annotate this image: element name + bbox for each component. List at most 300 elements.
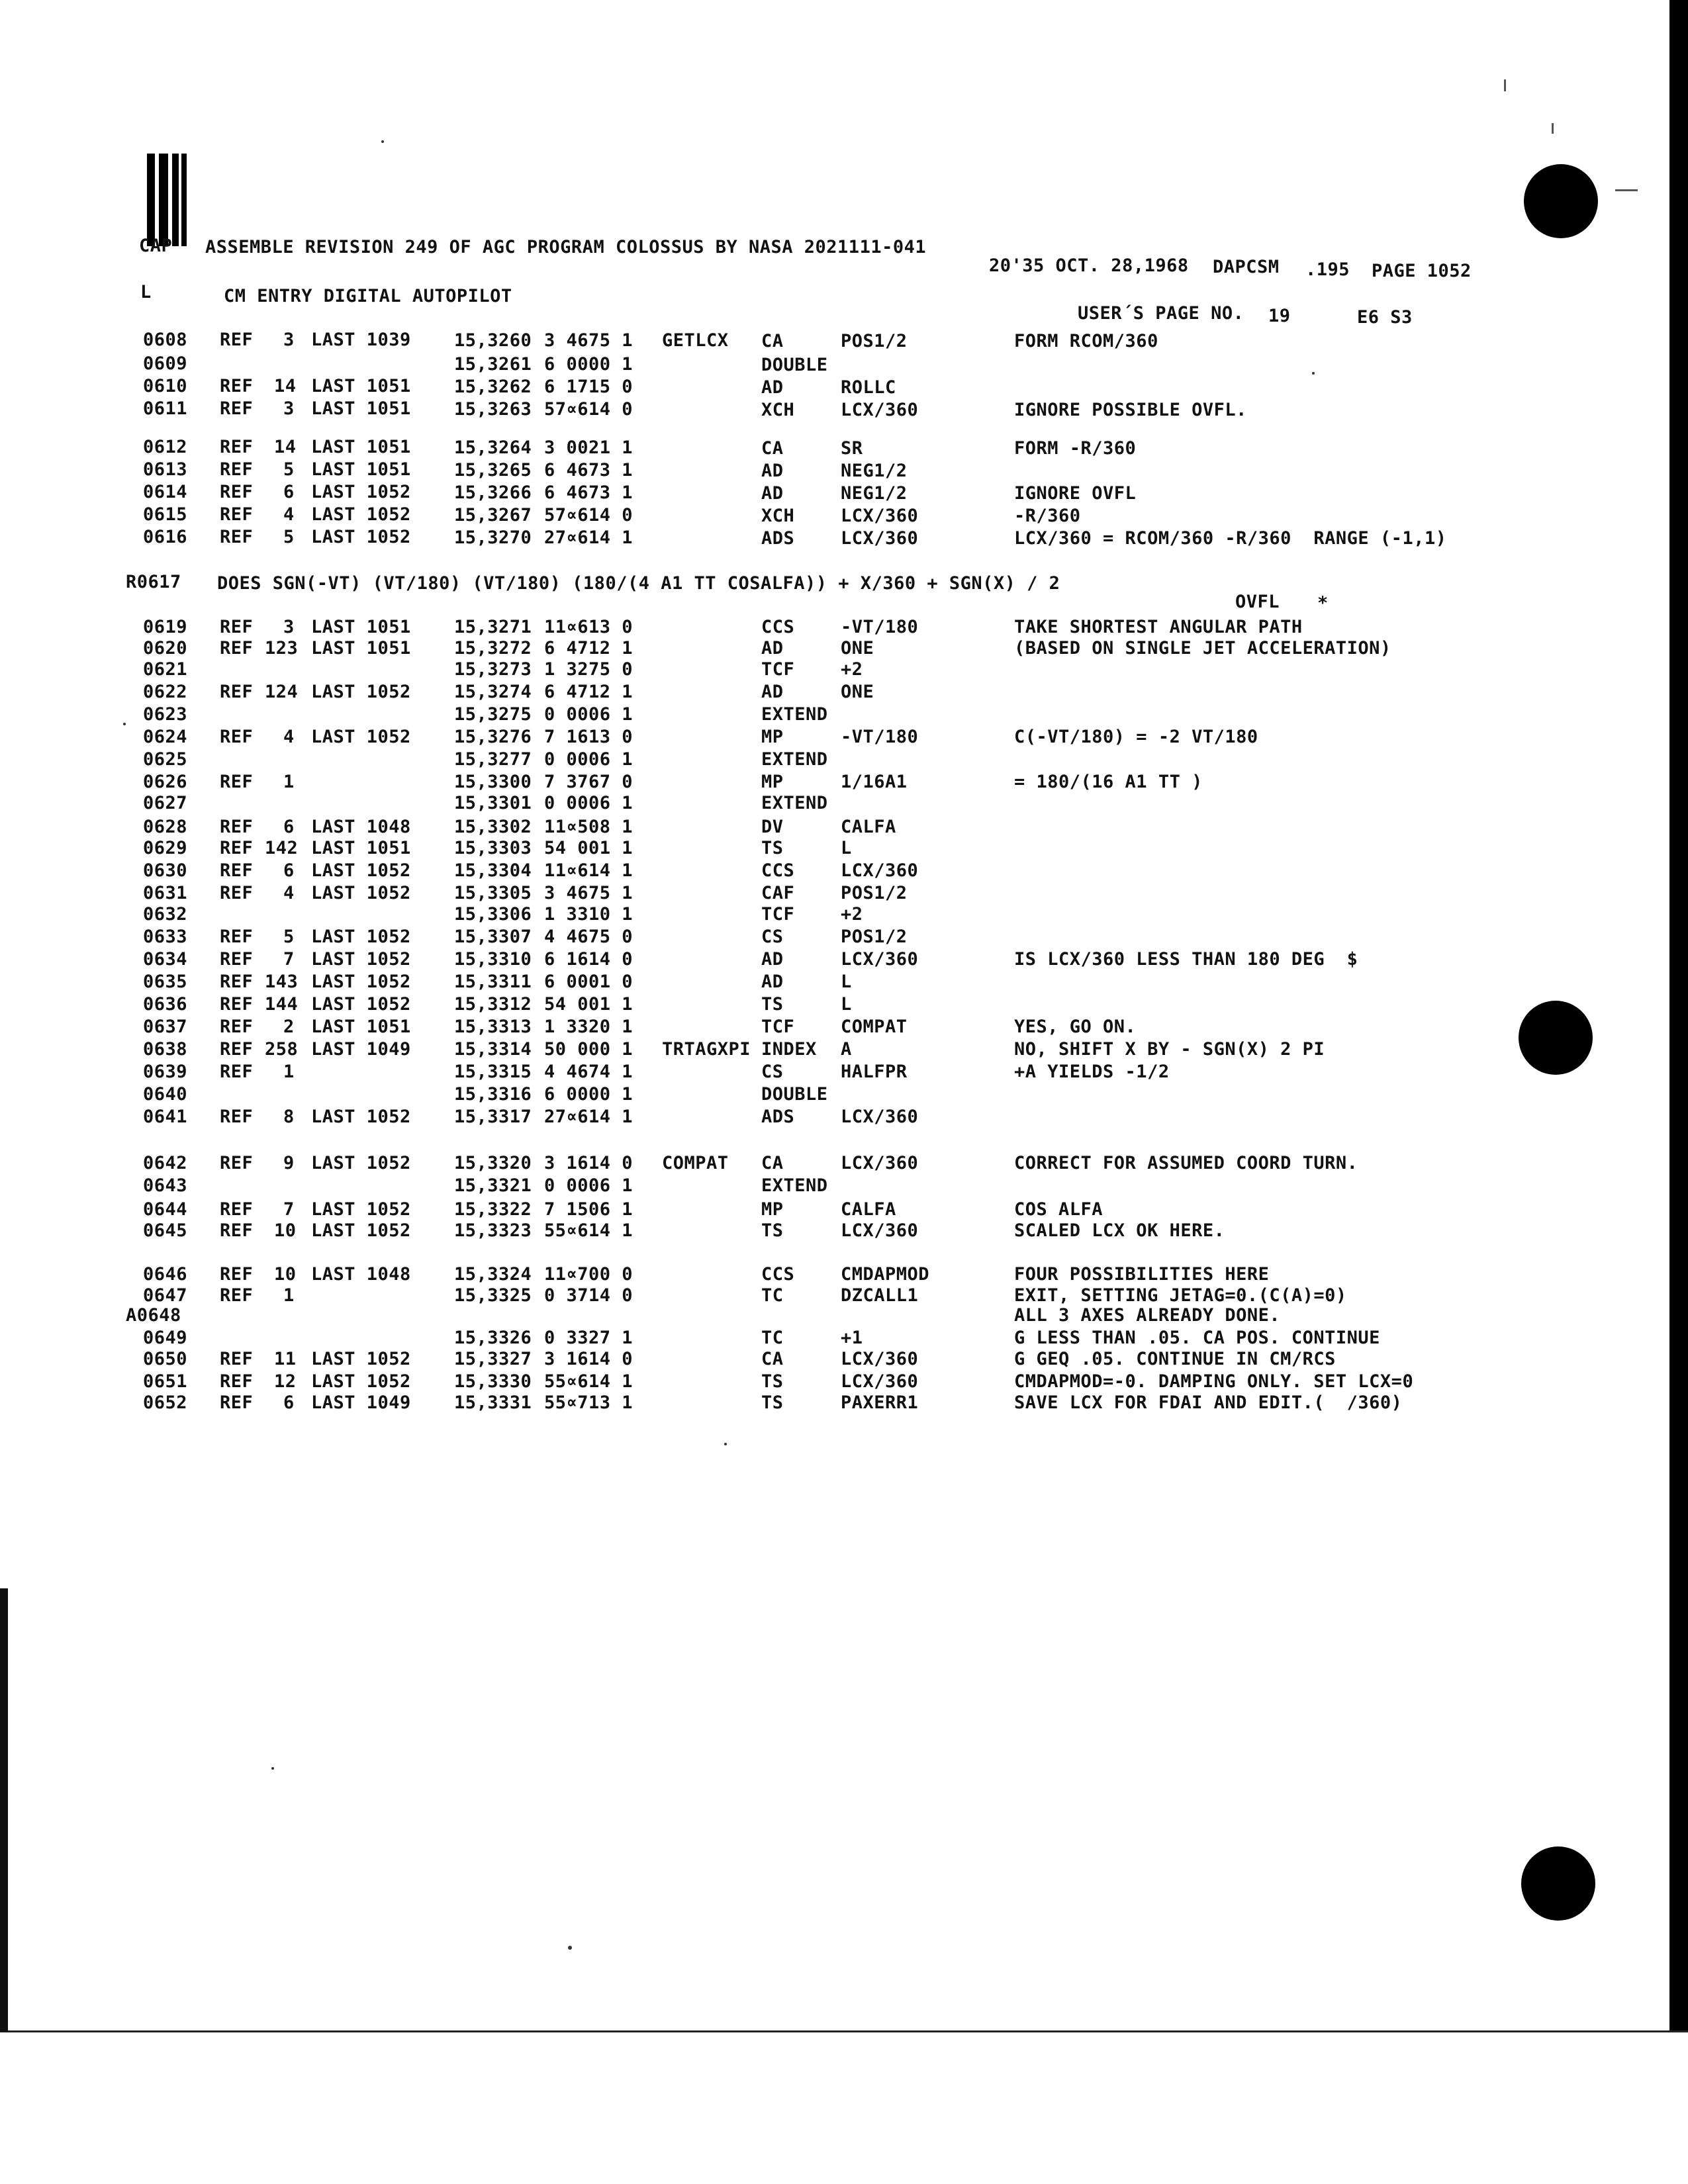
line-number: 0643 [143,1175,188,1196]
last-page-ref: LAST 1052 [311,504,411,525]
operand: POS1/2 [841,927,908,947]
scan-edge-left [0,1588,8,2032]
octal-word: 1 3310 1 [544,904,633,925]
octal-word: 11∝700 0 [544,1264,633,1285]
octal-word: 3 4675 1 [544,330,633,351]
ref-keyword: REF [220,1220,254,1241]
line-number: 0629 [143,838,188,858]
octal-word: 6 4673 1 [544,482,633,503]
ref-keyword: REF [220,1285,254,1306]
last-page-ref: LAST 1052 [311,949,411,970]
line-number: 0619 [143,617,188,637]
comment: NO, SHIFT X BY - SGN(X) 2 PI [1014,1039,1325,1060]
last-page-ref: LAST 1048 [311,817,411,837]
operand: LCX/360 [841,528,919,549]
operand: LCX/360 [841,1153,919,1173]
comment: FORM RCOM/360 [1014,331,1158,351]
opcode: CA [761,1349,784,1369]
speck [568,1946,572,1950]
line-number: 0628 [143,817,188,837]
opcode: CAF [761,883,795,903]
line-number: 0632 [143,904,188,925]
last-page-ref: LAST 1051 [311,1017,411,1037]
octal-word: 55∝614 1 [544,1220,633,1241]
memory-address: 15,3315 [454,1062,532,1082]
last-page-ref: LAST 1052 [311,482,411,502]
octal-word: 11∝613 0 [544,617,633,637]
ref-keyword: REF [220,817,254,837]
ref-count: 11 [274,1349,297,1369]
ref-keyword: REF [220,330,254,350]
memory-address: 15,3267 [454,505,532,525]
line-number: 0611 [143,398,188,419]
comment: IGNORE OVFL [1014,483,1137,504]
line-number: 0627 [143,793,188,813]
ref-count: 1 [283,772,295,792]
ref-keyword: REF [220,1017,254,1037]
assembly-title: ASSEMBLE REVISION 249 OF AGC PROGRAM COLOSSUS BY NASA 2021111-041 [205,237,927,257]
ref-count: 9 [283,1153,295,1173]
operand: L [841,994,852,1015]
opcode: DV [761,817,784,837]
punch-hole-middle [1519,1001,1593,1075]
ref-keyword: REF [220,376,254,396]
opcode: AD [761,682,784,702]
operand: -VT/180 [841,617,919,637]
ref-count: 14 [274,437,297,457]
last-page-ref: LAST 1048 [311,1264,411,1285]
comment: TAKE SHORTEST ANGULAR PATH [1014,617,1303,637]
line-number: 0616 [143,527,188,547]
opcode: DOUBLE [761,1084,828,1105]
comment: IS LCX/360 LESS THAN 180 DEG $ [1014,949,1358,970]
ref-keyword: REF [220,482,254,502]
octal-word: 57∝614 0 [544,399,633,420]
opcode: CA [761,1153,784,1173]
scan-mark [1615,189,1638,191]
memory-address: 15,3306 [454,904,532,925]
ref-count: 10 [274,1220,297,1241]
operand: POS1/2 [841,331,908,351]
memory-address: 15,3266 [454,482,532,503]
opcode: EXTEND [761,793,828,813]
line-number: 0622 [143,682,188,702]
ref-keyword: REF [220,727,254,747]
operand: POS1/2 [841,883,908,903]
line-number: 0612 [143,437,188,457]
corner-mark: CAP [139,236,173,256]
operand: LCX/360 [841,400,919,420]
scan-mark [1504,79,1506,91]
line-number: A0648 [126,1305,181,1326]
memory-address: 15,3327 [454,1349,532,1369]
last-page-ref: LAST 1052 [311,1220,411,1241]
ref-keyword: REF [220,860,254,881]
line-number: 0634 [143,949,188,970]
line-number: 0650 [143,1349,188,1369]
ref-count: 6 [283,1392,295,1413]
ref-count: 258 [265,1039,299,1060]
octal-word: 27∝614 1 [544,527,633,548]
memory-address: 15,3273 [454,659,532,680]
line-number: 0626 [143,772,188,792]
ref-keyword: REF [220,1062,254,1082]
opcode: AD [761,949,784,970]
line-number: 0631 [143,883,188,903]
last-page-ref: LAST 1051 [311,398,411,419]
last-page-ref: LAST 1051 [311,838,411,858]
operand: LCX/360 [841,860,919,881]
section-mark: L [140,282,152,302]
scan-edge-right [1669,0,1688,2032]
octal-word: 7 3767 0 [544,772,633,792]
comment: (BASED ON SINGLE JET ACCELERATION) [1014,638,1391,659]
last-page-ref: LAST 1039 [311,330,411,350]
memory-address: 15,3312 [454,994,532,1015]
memory-address: 15,3262 [454,377,532,397]
memory-address: 15,3301 [454,793,532,813]
line-number: 0639 [143,1062,188,1082]
user-page-number: 19 [1268,306,1291,326]
opcode: CCS [761,617,795,637]
octal-word: 11∝508 1 [544,817,633,837]
ref-keyword: REF [220,504,254,525]
octal-word: 0 0006 1 [544,793,633,813]
octal-word: 6 4712 1 [544,638,633,659]
ref-count: 1 [283,1062,295,1082]
ref-keyword: REF [220,838,254,858]
octal-word: 55∝713 1 [544,1392,633,1413]
scan-mark [1552,123,1554,134]
scan-edge-bottom [0,2030,1688,2032]
comment: EXIT, SETTING JETAG=0.(C(A)=0) [1014,1285,1347,1306]
opcode: EXTEND [761,749,828,770]
memory-address: 15,3271 [454,617,532,637]
memory-address: 15,3277 [454,749,532,770]
octal-word: 0 0006 1 [544,749,633,770]
memory-address: 15,3314 [454,1039,532,1060]
opcode: CS [761,1062,784,1082]
last-page-ref: LAST 1052 [311,682,411,702]
operand: L [841,972,852,992]
ref-count: 3 [283,617,295,637]
octal-word: 0 0006 1 [544,1175,633,1196]
ref-keyword: REF [220,994,254,1015]
remark-line-number: R0617 [126,572,181,592]
comment: G GEQ .05. CONTINUE IN CM/RCS [1014,1349,1336,1369]
ref-keyword: REF [220,949,254,970]
batch-barcode-mark [147,154,188,246]
operand: +2 [841,659,863,680]
remark-flag: OVFL [1235,592,1280,612]
memory-address: 15,3331 [454,1392,532,1413]
ref-keyword: REF [220,772,254,792]
last-page-ref: LAST 1049 [311,1392,411,1413]
line-number: 0646 [143,1264,188,1285]
speck [381,140,384,143]
ref-count: 6 [283,860,295,881]
operand: A [841,1039,852,1060]
opcode: AD [761,461,784,481]
operand: 1/16A1 [841,772,908,792]
operand: -VT/180 [841,727,919,747]
ref-count: 4 [283,883,295,903]
speck [123,723,126,725]
memory-address: 15,3321 [454,1175,532,1196]
ref-count: 144 [265,994,299,1015]
octal-word: 27∝614 1 [544,1107,633,1127]
remark-mark: * [1317,593,1329,614]
line-number: 0640 [143,1084,188,1105]
ref-count: 14 [274,376,297,396]
operand: LCX/360 [841,1220,919,1241]
comment: YES, GO ON. [1014,1017,1137,1037]
line-number: 0637 [143,1017,188,1037]
speck [724,1443,727,1445]
comment: G LESS THAN .05. CA POS. CONTINUE [1014,1328,1380,1348]
line-number: 0625 [143,749,188,770]
ref-count: 6 [283,817,295,837]
operand: DZCALL1 [841,1285,919,1306]
last-page-ref: LAST 1051 [311,459,411,480]
operand: +2 [841,904,863,925]
octal-word: 11∝614 1 [544,860,633,881]
octal-word: 0 3327 1 [544,1328,633,1348]
last-page-ref: LAST 1052 [311,1371,411,1392]
operand: NEG1/2 [841,483,908,504]
opcode: AD [761,377,784,398]
operand: PAXERR1 [841,1392,919,1413]
last-page-ref: LAST 1052 [311,1199,411,1220]
ref-count: 6 [283,482,295,502]
user-page-label: USER´S PAGE NO. [1078,303,1244,324]
comment: CORRECT FOR ASSUMED COORD TURN. [1014,1153,1358,1173]
octal-word: 0 0006 1 [544,704,633,725]
speck [1312,372,1315,375]
ref-keyword: REF [220,638,254,659]
opcode: ADS [761,1107,795,1127]
ref-keyword: REF [220,398,254,419]
ref-count: 10 [274,1264,297,1285]
opcode: MP [761,727,784,747]
octal-word: 6 0001 0 [544,972,633,992]
operand: ONE [841,682,874,702]
octal-word: 6 0000 1 [544,354,633,375]
ref-keyword: REF [220,1107,254,1127]
memory-address: 15,3316 [454,1084,532,1105]
octal-word: 7 1613 0 [544,727,633,747]
ref-keyword: REF [220,437,254,457]
assembly-timestamp: 20'35 OCT. 28,1968 [989,255,1189,276]
opcode: CA [761,438,784,459]
octal-word: 3 0021 1 [544,437,633,458]
line-number: 0610 [143,376,188,396]
ref-keyword: REF [220,459,254,480]
operand: L [841,838,852,858]
line-number: 0641 [143,1107,188,1127]
opcode: EXTEND [761,704,828,725]
comment: CMDAPMOD=-0. DAMPING ONLY. SET LCX=0 [1014,1371,1414,1392]
opcode: INDEX [761,1039,817,1060]
opcode: XCH [761,506,795,526]
memory-address: 15,3323 [454,1220,532,1241]
operand: CMDAPMOD [841,1264,930,1285]
memory-address: 15,3274 [454,682,532,702]
octal-word: 4 4674 1 [544,1062,633,1082]
ref-keyword: REF [220,1349,254,1369]
opcode: CCS [761,860,795,881]
line-number: 0647 [143,1285,188,1306]
last-page-ref: LAST 1052 [311,927,411,947]
memory-address: 15,3263 [454,399,532,420]
memory-address: 15,3264 [454,437,532,458]
octal-word: 6 1614 0 [544,949,633,970]
ref-count: 142 [265,838,299,858]
line-number: 0613 [143,459,188,480]
opcode: CS [761,927,784,947]
page-number: PAGE 1052 [1372,261,1472,281]
ref-count: 143 [265,972,299,992]
opcode: XCH [761,400,795,420]
ref-count: 7 [283,1199,295,1220]
comment: FOUR POSSIBILITIES HERE [1014,1264,1270,1285]
comment: FORM -R/360 [1014,438,1137,459]
operand: ROLLC [841,377,896,398]
log-number: .195 [1305,259,1350,280]
opcode: ADS [761,528,795,549]
octal-word: 0 3714 0 [544,1285,633,1306]
ref-count: 1 [283,1285,295,1306]
memory-address: 15,3260 [454,330,532,351]
opcode: TS [761,1371,784,1392]
octal-word: 1 3320 1 [544,1017,633,1037]
operand: SR [841,438,863,459]
memory-address: 15,3313 [454,1017,532,1037]
memory-address: 15,3326 [454,1328,532,1348]
comment: SCALED LCX OK HERE. [1014,1220,1225,1241]
operand: HALFPR [841,1062,908,1082]
operand: ONE [841,638,874,659]
line-number: 0620 [143,638,188,659]
ref-keyword: REF [220,1039,254,1060]
line-number: 0609 [143,353,188,374]
ref-count: 3 [283,398,295,419]
opcode: AD [761,972,784,992]
last-page-ref: LAST 1052 [311,883,411,903]
octal-word: 1 3275 0 [544,659,633,680]
comment: ALL 3 AXES ALREADY DONE. [1014,1305,1281,1326]
ref-keyword: REF [220,1199,254,1220]
memory-address: 15,3330 [454,1371,532,1392]
memory-address: 15,3320 [454,1153,532,1173]
ref-count: 5 [283,459,295,480]
octal-word: 57∝614 0 [544,505,633,525]
line-number: 0614 [143,482,188,502]
memory-address: 15,3311 [454,972,532,992]
memory-address: 15,3310 [454,949,532,970]
operand: COMPAT [841,1017,908,1037]
opcode: DOUBLE [761,355,828,375]
memory-address: 15,3322 [454,1199,532,1220]
last-page-ref: LAST 1052 [311,860,411,881]
ref-keyword: REF [220,927,254,947]
opcode: TS [761,1220,784,1241]
operand: LCX/360 [841,1107,919,1127]
speck [271,1767,274,1770]
log-name: DAPCSM [1213,257,1280,277]
last-page-ref: LAST 1051 [311,617,411,637]
ref-count: 2 [283,1017,295,1037]
line-number: 0644 [143,1199,188,1220]
last-page-ref: LAST 1051 [311,437,411,457]
opcode: CA [761,331,784,351]
ref-count: 5 [283,927,295,947]
operand: CALFA [841,817,896,837]
octal-word: 55∝614 1 [544,1371,633,1392]
line-number: 0651 [143,1371,188,1392]
octal-word: 54 001 1 [544,838,633,858]
comment: IGNORE POSSIBLE OVFL. [1014,400,1247,420]
ref-keyword: REF [220,1371,254,1392]
memory-address: 15,3303 [454,838,532,858]
remark-text: DOES SGN(-VT) (VT/180) (VT/180) (180/(4 A1 TT COSALFA)) + X/360 + SGN(X) / 2 [217,573,1060,594]
opcode: CCS [761,1264,795,1285]
line-number: 0633 [143,927,188,947]
memory-address: 15,3307 [454,927,532,947]
octal-word: 6 4712 1 [544,682,633,702]
opcode: AD [761,483,784,504]
line-number: 0615 [143,504,188,525]
memory-address: 15,3275 [454,704,532,725]
ref-count: 4 [283,727,295,747]
line-number: 0630 [143,860,188,881]
memory-address: 15,3302 [454,817,532,837]
line-number: 0636 [143,994,188,1015]
opcode: TCF [761,659,795,680]
comment: +A YIELDS -1/2 [1014,1062,1170,1082]
ref-keyword: REF [220,972,254,992]
opcode: TS [761,838,784,858]
operand: LCX/360 [841,506,919,526]
memory-address: 15,3276 [454,727,532,747]
operand: CALFA [841,1199,896,1220]
last-page-ref: LAST 1052 [311,1153,411,1173]
line-number: 0642 [143,1153,188,1173]
ref-count: 12 [274,1371,297,1392]
octal-word: 54 001 1 [544,994,633,1015]
ref-count: 8 [283,1107,295,1127]
memory-address: 15,3272 [454,638,532,659]
comment: = 180/(16 A1 TT ) [1014,772,1203,792]
ref-keyword: REF [220,527,254,547]
line-number: 0621 [143,659,188,680]
memory-address: 15,3304 [454,860,532,881]
octal-word: 6 0000 1 [544,1084,633,1105]
octal-word: 3 4675 1 [544,883,633,903]
opcode: TC [761,1328,784,1348]
last-page-ref: LAST 1051 [311,376,411,396]
last-page-ref: LAST 1052 [311,727,411,747]
comment: LCX/360 = RCOM/360 -R/360 RANGE (-1,1) [1014,528,1447,549]
line-number: 0623 [143,704,188,725]
last-page-ref: LAST 1051 [311,638,411,659]
ref-count: 123 [265,638,299,659]
last-page-ref: LAST 1052 [311,972,411,992]
line-number: 0649 [143,1328,188,1348]
memory-address: 15,3270 [454,527,532,548]
octal-word: 7 1506 1 [544,1199,633,1220]
ref-count: 7 [283,949,295,970]
